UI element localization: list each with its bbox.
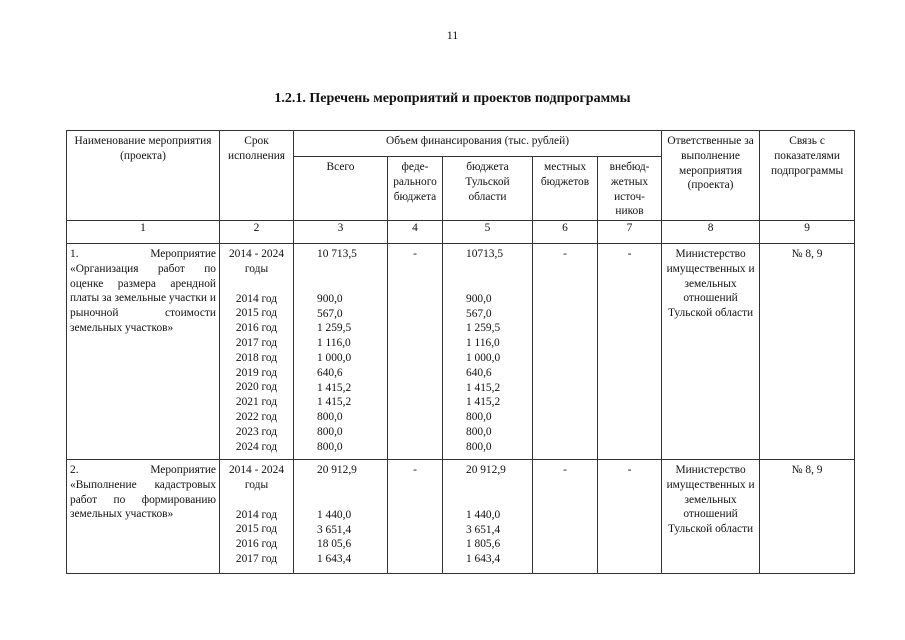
year-regional-value: 1 415,2 bbox=[466, 396, 501, 409]
year-label: 2018 год bbox=[235, 351, 278, 364]
responsible-cell: Министерство имущественных и земельных отношений Тульской области bbox=[662, 460, 760, 574]
year-regional-value: 1 643,4 bbox=[466, 553, 501, 566]
regional-cell bbox=[443, 460, 533, 574]
year-regional-value: 1 440,0 bbox=[466, 508, 501, 521]
header-responsible: Ответственные за выполнение мероприятия (проекта) bbox=[662, 131, 760, 221]
header-federal: феде-рального бюджета bbox=[388, 157, 443, 221]
period-cell bbox=[220, 460, 294, 574]
responsible-cell: Министерство имущественных и земельных отношений Тульской области bbox=[662, 244, 760, 460]
period-cell bbox=[220, 244, 294, 460]
year-label: 2017 год bbox=[235, 552, 278, 565]
year-regional-list bbox=[446, 508, 529, 567]
column-number: 6 bbox=[533, 221, 598, 244]
year-regional-value: 800,0 bbox=[466, 411, 492, 424]
year-total-value: 3 651,4 bbox=[317, 523, 352, 536]
regional-cell bbox=[443, 244, 533, 460]
year-total-list bbox=[297, 508, 384, 567]
link-cell: № 8, 9 bbox=[760, 244, 855, 460]
year-total-value: 1 415,2 bbox=[317, 381, 352, 394]
regional-value: 10713,5 bbox=[466, 248, 504, 260]
year-regional-value: 1 805,6 bbox=[466, 538, 501, 551]
header-volume: Объем финансирования (тыс. рублей) bbox=[294, 131, 662, 157]
year-label: 2021 год bbox=[235, 396, 278, 409]
local-cell: - bbox=[533, 244, 598, 460]
header-local: местных бюджетов bbox=[533, 157, 598, 221]
year-label: 2020 год bbox=[235, 381, 278, 394]
year-total-list bbox=[297, 292, 384, 455]
page-number: 11 bbox=[446, 28, 459, 42]
year-regional-value: 900,0 bbox=[466, 292, 492, 305]
year-total-value: 1 116,0 bbox=[317, 337, 351, 350]
year-regional-value: 640,6 bbox=[466, 366, 492, 379]
column-number: 3 bbox=[294, 221, 388, 244]
federal-cell: - bbox=[388, 460, 443, 574]
year-total-value: 900,0 bbox=[317, 292, 343, 305]
year-label: 2024 год bbox=[235, 440, 278, 453]
year-regional-value: 1 415,2 bbox=[466, 381, 501, 394]
year-label: 2015 год bbox=[235, 523, 278, 536]
year-total-value: 1 000,0 bbox=[317, 351, 352, 364]
local-cell: - bbox=[533, 460, 598, 574]
total-cell bbox=[294, 460, 388, 574]
year-total-value: 800,0 bbox=[317, 425, 343, 438]
header-link: Связь с показателями подпрограммы bbox=[760, 131, 855, 221]
regional-value: 20 912,9 bbox=[466, 464, 506, 476]
period-text: 2014 - 2024 годы bbox=[228, 464, 285, 491]
header-row-top bbox=[67, 131, 855, 157]
column-number: 1 bbox=[67, 221, 220, 244]
header-total: Всего bbox=[294, 157, 388, 221]
year-label: 2014 год bbox=[235, 508, 278, 521]
total-value: 10 713,5 bbox=[317, 248, 357, 260]
year-regional-value: 1 000,0 bbox=[466, 351, 501, 364]
extra-cell: - bbox=[598, 460, 662, 574]
year-label: 2017 год bbox=[235, 336, 278, 349]
year-label: 2019 год bbox=[235, 366, 278, 379]
table-row bbox=[67, 244, 855, 460]
federal-cell: - bbox=[388, 244, 443, 460]
total-cell bbox=[294, 244, 388, 460]
column-number: 2 bbox=[220, 221, 294, 244]
column-numbers-row bbox=[67, 221, 855, 244]
year-label: 2016 год bbox=[235, 538, 278, 551]
table-row bbox=[67, 460, 855, 574]
year-total-value: 800,0 bbox=[317, 440, 343, 453]
year-total-value: 640,6 bbox=[317, 366, 343, 379]
header-extra: внебюд-жетных источ-ников bbox=[598, 157, 662, 221]
header-name: Наименование мероприятия (проекта) bbox=[67, 131, 220, 221]
year-label: 2022 год bbox=[235, 410, 278, 423]
column-number: 9 bbox=[760, 221, 855, 244]
year-regional-value: 1 259,5 bbox=[466, 322, 501, 335]
activity-name: 1. Мероприятие «Организация работ по оценке размера арендной платы за земельные участки и рыночной стоимости земельных участков» bbox=[67, 244, 220, 460]
extra-cell: - bbox=[598, 244, 662, 460]
year-label: 2016 год bbox=[235, 322, 278, 335]
link-cell: № 8, 9 bbox=[760, 460, 855, 574]
column-number: 4 bbox=[388, 221, 443, 244]
activities-table bbox=[66, 130, 855, 574]
year-total-value: 1 415,2 bbox=[317, 396, 352, 409]
period-text: 2014 - 2024 годы bbox=[228, 248, 285, 275]
year-regional-value: 1 116,0 bbox=[466, 337, 500, 350]
year-label: 2023 год bbox=[235, 425, 278, 438]
year-regional-list bbox=[446, 292, 529, 455]
column-number: 7 bbox=[598, 221, 662, 244]
year-regional-value: 800,0 bbox=[466, 440, 492, 453]
year-regional-value: 567,0 bbox=[466, 307, 492, 320]
year-total-value: 1 643,4 bbox=[317, 553, 352, 566]
header-term: Срок исполнения bbox=[220, 131, 294, 221]
year-regional-value: 3 651,4 bbox=[466, 523, 501, 536]
activity-name: 2. Мероприятие «Выполнение кадастровых работ по формированию земельных участков» bbox=[67, 460, 220, 574]
page-title: 1.2.1. Перечень мероприятий и проектов подпрограммы bbox=[274, 91, 631, 106]
year-total-value: 800,0 bbox=[317, 411, 343, 424]
year-list bbox=[223, 292, 290, 455]
column-number: 8 bbox=[662, 221, 760, 244]
year-label: 2015 год bbox=[235, 307, 278, 320]
header-regional: бюджета Тульской области bbox=[443, 157, 533, 221]
year-total-value: 1 259,5 bbox=[317, 322, 352, 335]
year-label: 2014 год bbox=[235, 292, 278, 305]
year-total-value: 567,0 bbox=[317, 307, 343, 320]
total-value: 20 912,9 bbox=[317, 464, 357, 476]
column-number: 5 bbox=[443, 221, 533, 244]
year-total-value: 18 05,6 bbox=[317, 538, 352, 551]
year-list bbox=[223, 508, 290, 567]
year-total-value: 1 440,0 bbox=[317, 508, 352, 521]
year-regional-value: 800,0 bbox=[466, 425, 492, 438]
